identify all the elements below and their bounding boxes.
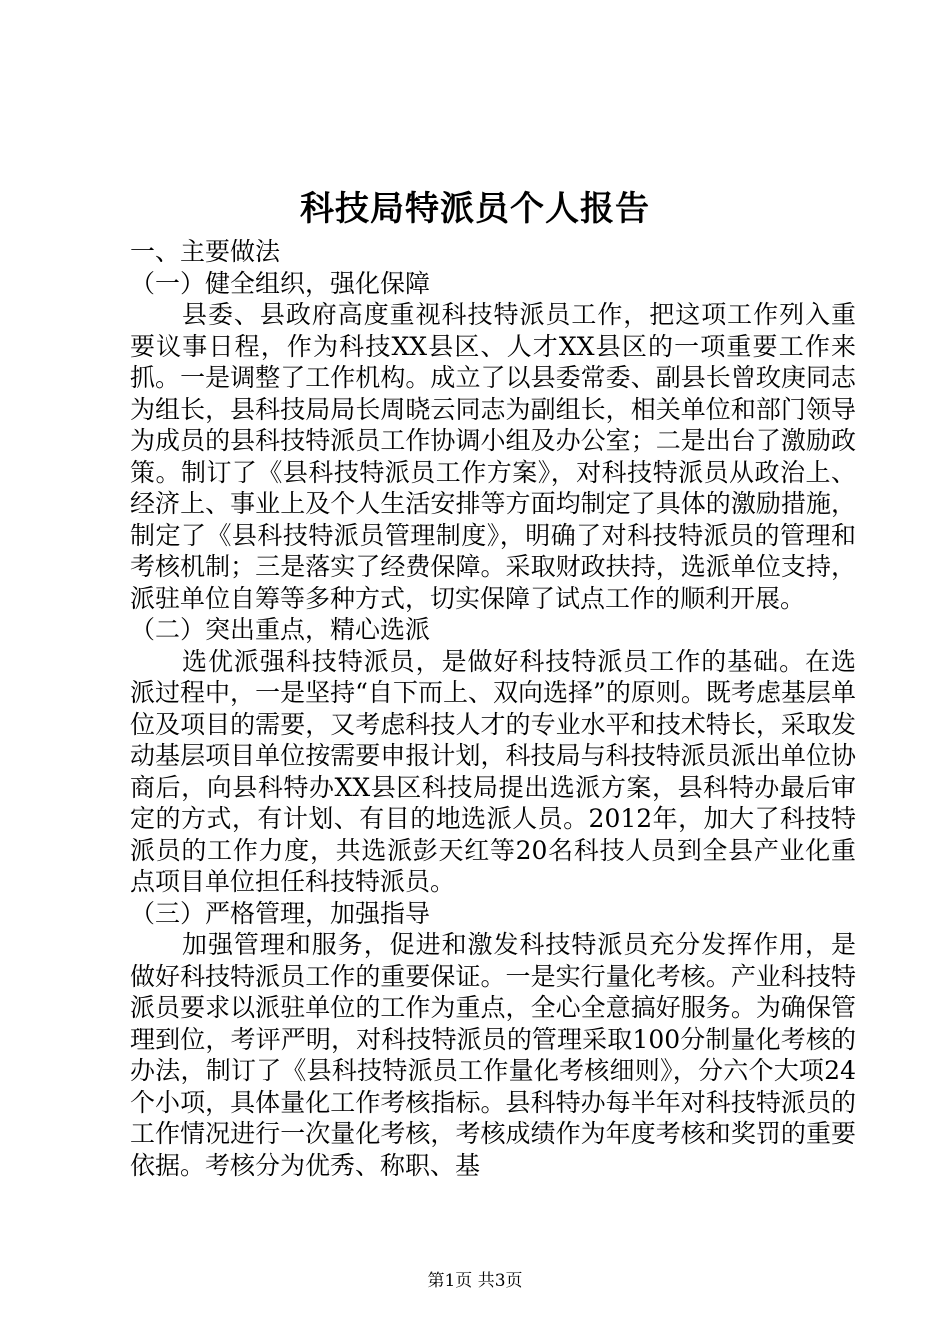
document-title: 科技局特派员个人报告 — [300, 189, 650, 229]
document-body — [130, 236, 856, 1181]
subsection-heading-2: （二）突出重点，精心选派 — [130, 615, 431, 644]
paragraph-3: 加强管理和服务，促进和激发科技特派员充分发挥作用，是做好科技特派员工作的重要保证。一是实行量化考核。产业科技特派员要求以派驻单位的工作为重点，全心全意搞好服务。为确保管理到位，考评严明，对科技特派员的管理采取100分制量化考核的办法，制订了《县科技特派员工作量化考核细则》，分六个大项24个小项，具体量化工作考核指标。县科特办每半年对科技特派员的工作情况进行一次量化考核，考核成绩作为年度考核和奖罚的重要依据。考核分为优秀、称职、基 — [130, 930, 856, 1180]
paragraph-1: 县委、县政府高度重视科技特派员工作，把这项工作列入重要议事日程，作为科技XX县区、人才XX县区的一项重要工作来抓。一是调整了工作机构。成立了以县委常委、副县长曾玫庚同志为组长，县科技局局长周晓云同志为副组长，相关单位和部门领导为成员的县科技特派员工作协调小组及办公室；二是出台了激励政策。制订了《县科技特派员工作方案》，对科技特派员从政治上、经济上、事业上及个人生活安排等方面均制定了具体的激励措施，制定了《县科技特派员管理制度》，明确了对科技特派员的管理和考核机制；三是落实了经费保障。采取财政扶持，选派单位支持，派驻单位自筹等多种方式，切实保障了试点工作的顺利开展。 — [130, 300, 856, 613]
section-heading-main-practices: 一、主要做法 — [130, 237, 281, 266]
page-footer: 第1页 共3页 — [427, 1271, 523, 1291]
subsection-heading-3: （三）严格管理，加强指导 — [130, 898, 431, 928]
paragraph-2: 选优派强科技特派员，是做好科技特派员工作的基础。在选派过程中，一是坚持“自下而上、双向选择”的原则。既考虑基层单位及项目的需要，又考虑科技人才的专业水平和技术特长，采取发动基层项目单位按需要申报计划，科技局与科技特派员派出单位协商后，向县科特办XX县区科技局提出选派方案，县科特办最后审定的方式，有计划、有目的地选派人员。2012年，加大了科技特派员的工作力度，共选派彭天红等20名科技人员到全县产业化重点项目单位担任科技特派员。 — [130, 646, 856, 896]
subsection-heading-1: （一）健全组织，强化保障 — [130, 268, 431, 298]
